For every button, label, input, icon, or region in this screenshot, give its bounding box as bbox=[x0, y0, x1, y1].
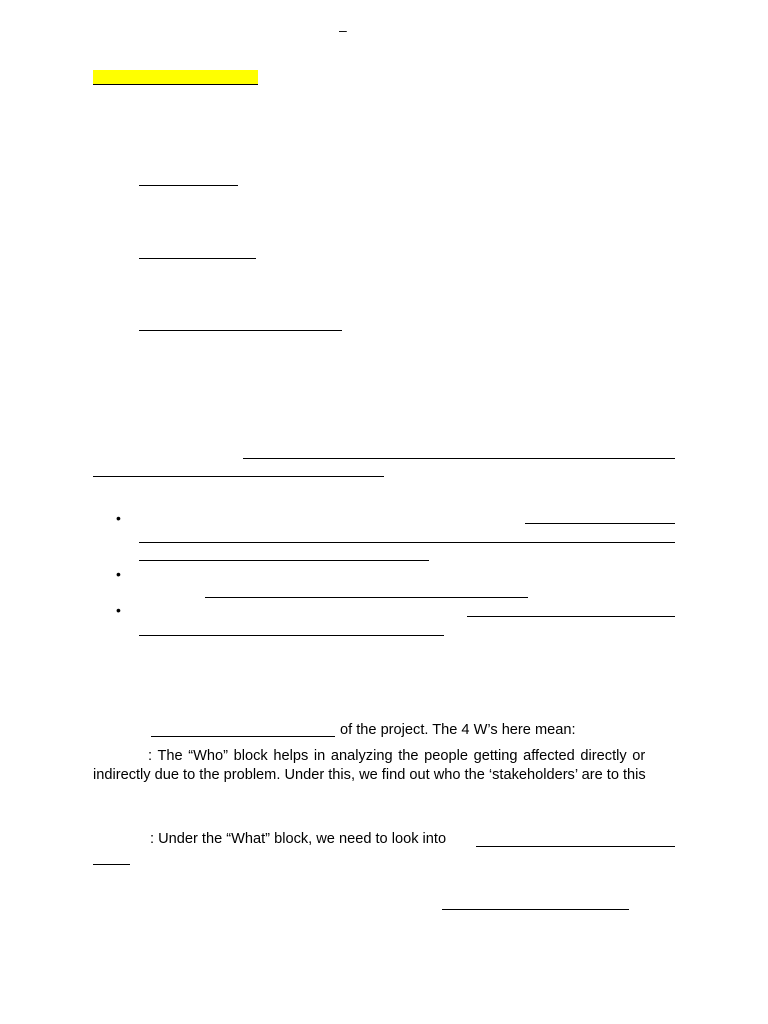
bullet-1-blank-a bbox=[525, 523, 675, 524]
bullet-1-blank-c bbox=[139, 560, 429, 561]
bullet-1-blank-b bbox=[139, 542, 675, 543]
blank-line-final bbox=[442, 909, 629, 910]
blank-line-1 bbox=[139, 185, 238, 186]
blank-line-2 bbox=[139, 258, 256, 259]
bullet-2: • bbox=[116, 566, 121, 582]
four-ws-intro-text: of the project. The 4 W’s here mean: bbox=[340, 722, 576, 738]
what-blank-b bbox=[93, 864, 130, 865]
who-paragraph-line-1: : The “Who” block helps in analyzing the people getting affected directly or bbox=[148, 748, 646, 764]
header-dash: – bbox=[339, 22, 347, 38]
blank-line-4 bbox=[243, 458, 675, 459]
bullet-2-blank bbox=[205, 597, 528, 598]
who-paragraph-line-2: indirectly due to the problem. Under this, we find out who the ‘stakeholders’ are to this bbox=[93, 767, 646, 783]
blank-line-5 bbox=[93, 476, 384, 477]
blank-line-3 bbox=[139, 330, 342, 331]
heading-underline bbox=[93, 84, 258, 85]
bullet-3-blank-a bbox=[467, 616, 675, 617]
bullet-3: • bbox=[116, 602, 121, 618]
highlighted-heading bbox=[93, 70, 258, 84]
what-paragraph-line-1: : Under the “What” block, we need to look into bbox=[150, 831, 447, 847]
bullet-1: • bbox=[116, 510, 121, 526]
bullet-3-blank-b bbox=[139, 635, 444, 636]
what-blank-a bbox=[476, 846, 675, 847]
four-ws-blank bbox=[151, 736, 335, 737]
